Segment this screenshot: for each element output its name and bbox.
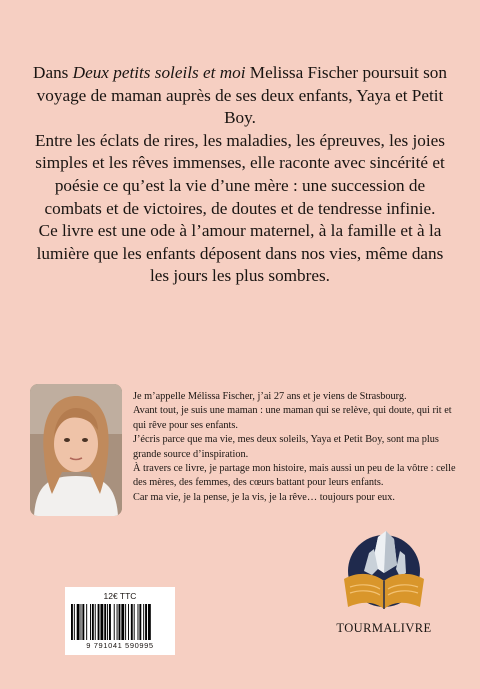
bio-line: Je m’appelle Mélissa Fischer, j’ai 27 ans et je viens de Strasbourg. [133,391,407,402]
author-bio [133,390,463,505]
isbn-digits: 9 791041 590995 [86,641,154,650]
synopsis [30,62,450,288]
bio-line: Avant tout, je suis une maman : une maman qui se relève, qui doute, qui rit et qui rêve pour ses enfants. [133,405,452,431]
synopsis-paragraph-2: Entre les éclats de rires, les maladies, les épreuves, les joies simples et les rêves immenses, elle raconte avec sincérité et poésie ce qu’est la vie d’une mère : une succession de combats et de victoires, de doutes et de tendresse infinie. [35,130,445,218]
synopsis-paragraph-3: Ce livre est une ode à l’amour maternel, à la famille et à la lumière que les enfants déposent dans nos vies, même dans les jours les plus sombres. [36,221,444,286]
synopsis-paragraph-1: Dans Deux petits soleils et moi Melissa Fischer poursuit son voyage de maman auprès de ses deux enfants, Yaya et Petit Boy. [33,63,447,128]
barcode-bars [70,604,170,640]
publisher-name: TOURMALIVRE [336,621,432,635]
price-label: 12€ TTC [103,591,137,601]
isbn-barcode [65,587,175,655]
bio-line: Car ma vie, je la pense, je la vis, je la rêve… toujours pour eux. [133,491,395,503]
publisher-logo [325,525,443,645]
crystal-book-icon [334,525,434,619]
author-photo [30,384,122,516]
book-title: Deux petits soleils et moi [72,63,246,82]
bio-line: À travers ce livre, je partage mon histoire, mais aussi un peu de la vôtre : celle des mères, des femmes, des cœurs battant pour leurs enfants. [133,463,456,489]
bio-line: J’écris parce que ma vie, mes deux soleils, Yaya et Petit Boy, sont ma plus grande source d’inspiration. [133,434,439,460]
